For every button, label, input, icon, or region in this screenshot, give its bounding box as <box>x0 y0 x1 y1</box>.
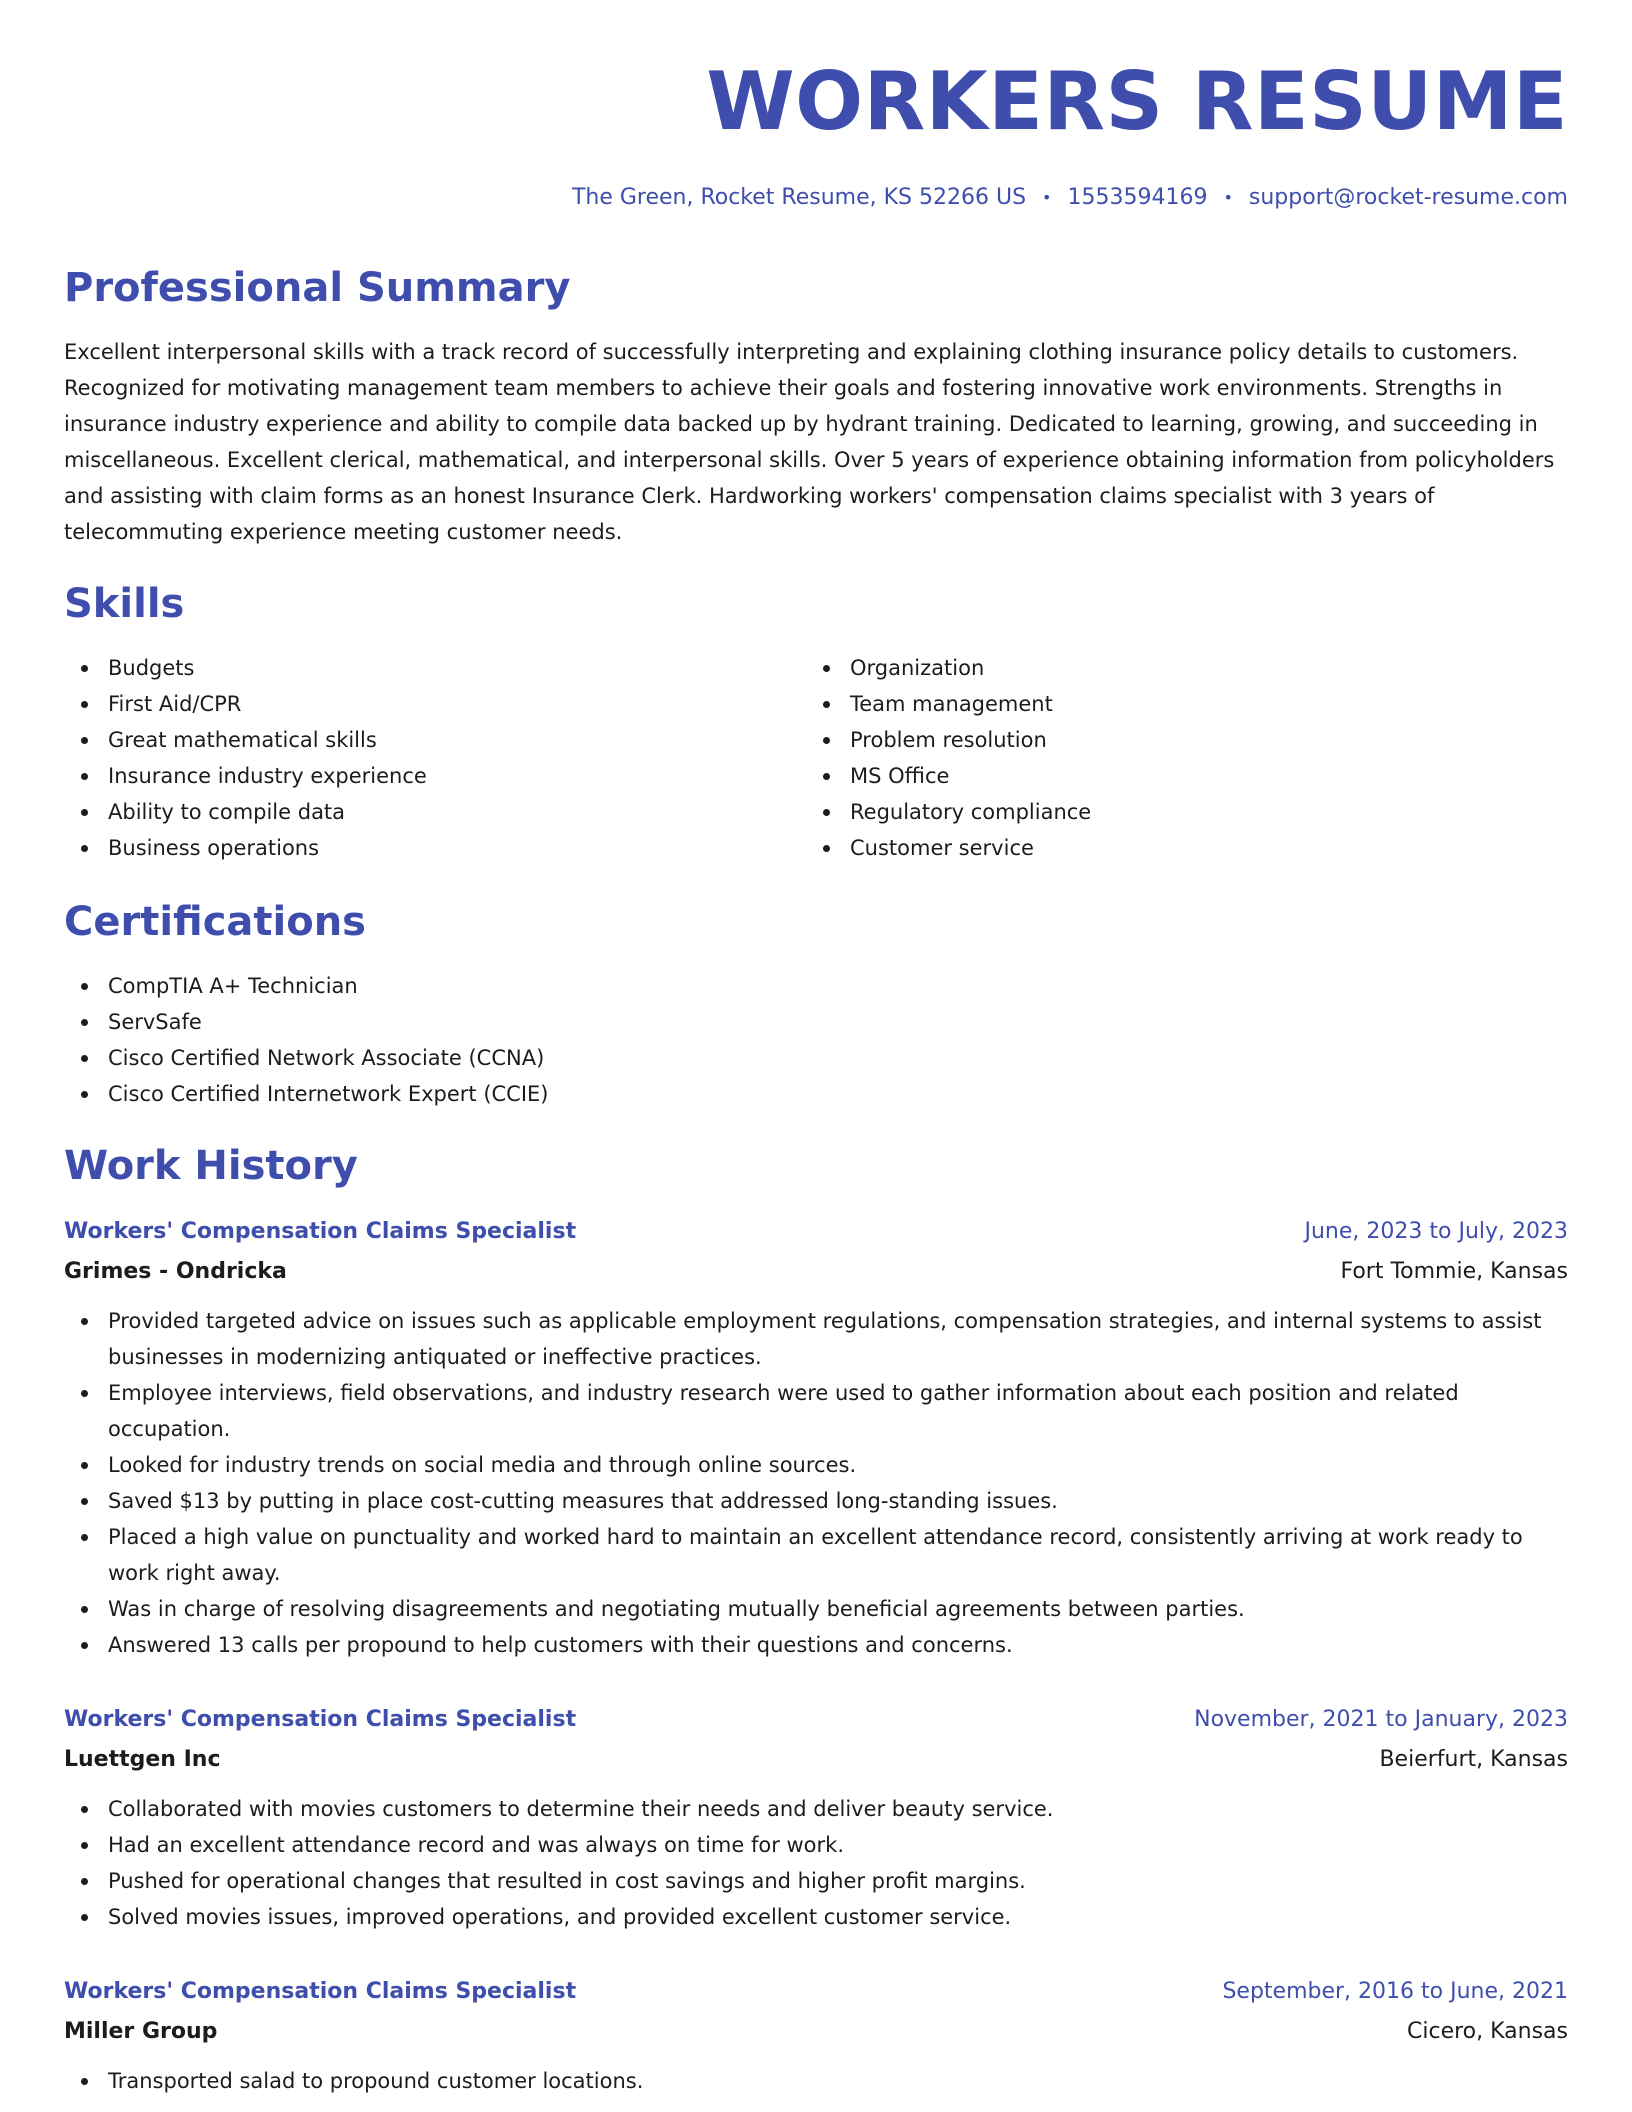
skill-item: Organization <box>806 650 1506 686</box>
job-duty: Solved movies issues, improved operations, and provided excellent customer service. <box>64 1899 1568 1935</box>
job-duty: Collaborated with movies customers to determine their needs and deliver beauty service. <box>64 1791 1568 1827</box>
job-title: Workers' Compensation Claims Specialist <box>64 1218 577 1244</box>
job-duty: Pushed for operational changes that resulted in cost savings and higher profit margins. <box>64 1863 1568 1899</box>
section-title-skills: Skills <box>64 581 185 627</box>
job-location: Fort Tommie, Kansas <box>1340 1258 1568 1284</box>
job-dates: June, 2023 to July, 2023 <box>1304 1218 1568 1244</box>
job-subheader <box>64 2011 1568 2051</box>
summary-text: Excellent interpersonal skills with a track record of successfully interpreting and explaining clothing insurance policy details to customers. Recognized for motivating management team members to achieve their goals and fostering innovative work environments. Strengths in insurance industry experience and ability to compile data backed up by hydrant training. Dedicated to learning, growing, and succeeding in miscellaneous. Excellent clerical, mathematical, and interpersonal skills. Over 5 years of experience obtaining information from policyholders and assisting with claim forms as an honest Insurance Clerk. Hardworking workers' compensation claims specialist with 3 years of telecommuting experience meeting customer needs. <box>64 340 1555 544</box>
email-link[interactable]: support@rocket-resume.com <box>1248 185 1568 210</box>
job-location: Cicero, Kansas <box>1407 2018 1568 2044</box>
certifications-list <box>64 968 1064 1112</box>
job-entry <box>64 1971 1568 2099</box>
section-title-summary: Professional Summary <box>64 265 571 311</box>
separator-dot: • <box>1042 188 1052 207</box>
phone: 1553594169 <box>1067 185 1208 210</box>
job-company: Miller Group <box>64 2018 218 2044</box>
job-title: Workers' Compensation Claims Specialist <box>64 1978 577 2004</box>
job-header <box>64 1211 1568 1251</box>
skill-item: Regulatory compliance <box>806 794 1506 830</box>
certification-item: Cisco Certified Internetwork Expert (CCIE) <box>64 1076 1064 1112</box>
job-duties-list <box>64 1791 1568 1935</box>
job-company: Grimes - Ondricka <box>64 1258 287 1284</box>
skill-item: Problem resolution <box>806 722 1506 758</box>
skill-item: Ability to compile data <box>64 794 764 830</box>
certification-item: CompTIA A+ Technician <box>64 968 1064 1004</box>
job-duty: Provided targeted advice on issues such as applicable employment regulations, compensation strategies, and internal systems to assist businesses in modernizing antiquated or ineffective practices. <box>64 1303 1568 1375</box>
skill-item: MS Office <box>806 758 1506 794</box>
job-subheader <box>64 1251 1568 1291</box>
certification-item: Cisco Certified Network Associate (CCNA) <box>64 1040 1064 1076</box>
skill-item: Insurance industry experience <box>64 758 764 794</box>
job-duties-list <box>64 1303 1568 1663</box>
skill-item: Team management <box>806 686 1506 722</box>
job-header <box>64 1699 1568 1739</box>
resume-name: WORKERS RESUME <box>706 55 1568 148</box>
skill-item: First Aid/CPR <box>64 686 764 722</box>
job-company: Luettgen Inc <box>64 1746 221 1772</box>
job-subheader <box>64 1739 1568 1779</box>
certification-item: ServSafe <box>64 1004 1064 1040</box>
skill-item: Business operations <box>64 830 764 866</box>
job-header <box>64 1971 1568 2011</box>
skill-item: Customer service <box>806 830 1506 866</box>
job-duty: Transported salad to propound customer locations. <box>64 2063 1568 2099</box>
job-duty: Had an excellent attendance record and was always on time for work. <box>64 1827 1568 1863</box>
separator-dot: • <box>1223 188 1233 207</box>
contact-line <box>572 180 1568 216</box>
job-duties-list <box>64 2063 1568 2099</box>
job-title: Workers' Compensation Claims Specialist <box>64 1706 577 1732</box>
section-title-certifications: Certifications <box>64 899 366 945</box>
job-duty: Employee interviews, field observations, and industry research were used to gather information about each position and related occupation. <box>64 1375 1568 1447</box>
address: The Green, Rocket Resume, KS 52266 US <box>571 185 1027 210</box>
job-duty: Looked for industry trends on social media and through online sources. <box>64 1447 1568 1483</box>
job-duty: Answered 13 calls per propound to help customers with their questions and concerns. <box>64 1627 1568 1663</box>
job-entry <box>64 1699 1568 1935</box>
job-dates: November, 2021 to January, 2023 <box>1194 1706 1568 1732</box>
job-duty: Was in charge of resolving disagreements and negotiating mutually beneficial agreements between parties. <box>64 1591 1568 1627</box>
job-duty: Placed a high value on punctuality and worked hard to maintain an excellent attendance record, consistently arriving at work ready to work right away. <box>64 1519 1568 1591</box>
skills-list-right <box>806 650 1506 866</box>
skills-list-left <box>64 650 764 866</box>
skill-item: Budgets <box>64 650 764 686</box>
job-entry <box>64 1211 1568 1663</box>
skill-item: Great mathematical skills <box>64 722 764 758</box>
section-title-work-history: Work History <box>64 1143 358 1189</box>
job-location: Beierfurt, Kansas <box>1379 1746 1568 1772</box>
job-duty: Saved $13 by putting in place cost-cutting measures that addressed long-standing issues. <box>64 1483 1568 1519</box>
job-dates: September, 2016 to June, 2021 <box>1222 1978 1568 2004</box>
